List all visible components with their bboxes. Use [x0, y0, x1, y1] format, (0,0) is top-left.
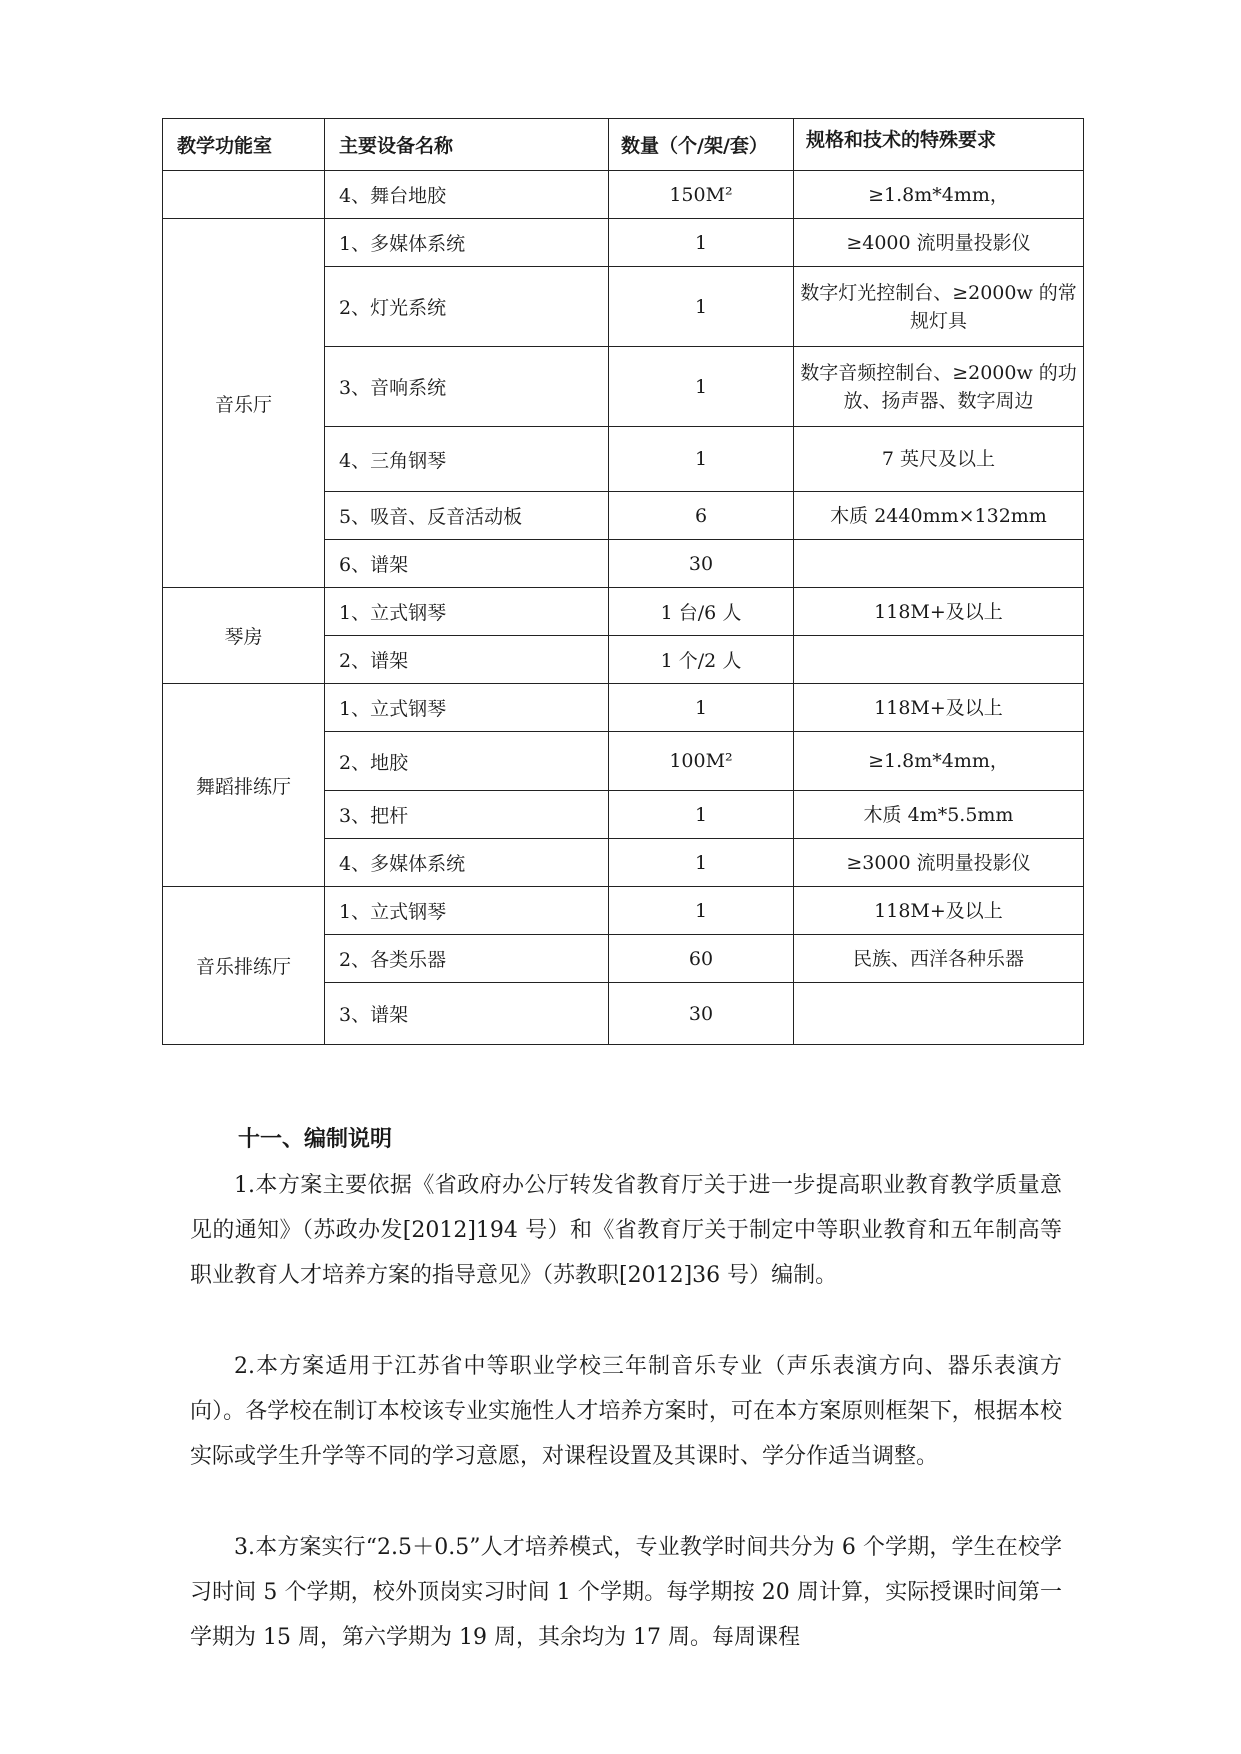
header-quantity: 数量（个/架/套） — [609, 119, 794, 171]
spec-cell: 木质 4m*5.5mm — [794, 791, 1084, 839]
spec-cell: 民族、西洋各种乐器 — [794, 935, 1084, 983]
spec-cell: 118M+及以上 — [794, 588, 1084, 636]
table-header-row — [163, 119, 1084, 171]
equipment-cell: 4、多媒体系统 — [325, 839, 609, 887]
quantity-cell: 1 — [609, 427, 794, 492]
spec-cell — [794, 983, 1084, 1045]
table-row — [163, 171, 1084, 219]
spec-cell: ≥1.8m*4mm， — [794, 171, 1084, 219]
quantity-cell: 1 — [609, 791, 794, 839]
spec-cell: ≥3000 流明量投影仪 — [794, 839, 1084, 887]
spec-cell: 7 英尺及以上 — [794, 427, 1084, 492]
quantity-cell: 1 — [609, 684, 794, 732]
header-equipment: 主要设备名称 — [325, 119, 609, 171]
spec-cell: 数字音频控制台、≥2000w 的功放、扬声器、数字周边 — [794, 347, 1084, 427]
quantity-cell: 1 — [609, 887, 794, 935]
quantity-cell: 100M² — [609, 732, 794, 791]
equipment-table — [162, 118, 1084, 1045]
quantity-cell: 1 — [609, 839, 794, 887]
quantity-cell: 30 — [609, 540, 794, 588]
section-title: 十一、编制说明 — [238, 1127, 393, 1152]
paragraph: 2.本方案适用于江苏省中等职业学校三年制音乐专业（声乐表演方向、器乐表演方向）。各学校在制订本校该专业实施性人才培养方案时，可在本方案原则框架下，根据本校实际或学生升学等不同的学习意愿，对课程设置及其课时、学分作适当调整。 — [190, 1354, 1062, 1469]
spec-cell: 木质 2440mm×132mm — [794, 492, 1084, 540]
equipment-cell: 5、吸音、反音活动板 — [325, 492, 609, 540]
quantity-cell: 30 — [609, 983, 794, 1045]
spec-cell: 数字灯光控制台、≥2000w 的常规灯具 — [794, 267, 1084, 347]
paragraph: 1.本方案主要依据《省政府办公厅转发省教育厅关于进一步提高职业教育教学质量意见的通知》（苏政办发[2012]194 号）和《省教育厅关于制定中等职业教育和五年制高等职业教育人才培养方案的指导意见》（苏教职[2012]36 号）编制。 — [190, 1173, 1062, 1288]
table-row — [163, 684, 1084, 732]
equipment-cell: 2、谱架 — [325, 636, 609, 684]
spec-cell — [794, 636, 1084, 684]
room-cell: 琴房 — [163, 588, 325, 684]
equipment-cell: 4、舞台地胶 — [325, 171, 609, 219]
room-cell: 舞蹈排练厅 — [163, 684, 325, 887]
spec-cell: ≥1.8m*4mm， — [794, 732, 1084, 791]
equipment-cell: 2、灯光系统 — [325, 267, 609, 347]
equipment-cell: 3、谱架 — [325, 983, 609, 1045]
table-row — [163, 588, 1084, 636]
equipment-cell: 1、立式钢琴 — [325, 887, 609, 935]
equipment-cell: 6、谱架 — [325, 540, 609, 588]
room-cell: 音乐厅 — [163, 219, 325, 588]
equipment-cell: 2、各类乐器 — [325, 935, 609, 983]
spec-cell: 118M+及以上 — [794, 887, 1084, 935]
paragraph: 3.本方案实行“2.5＋0.5”人才培养模式，专业教学时间共分为 6 个学期，学生在校学习时间 5 个学期，校外顶岗实习时间 1 个学期。每学期按 20 周计算，实际授课时间第一学期为 15 周，第六学期为 19 周，其余均为 17 周。每周课程 — [190, 1535, 1062, 1650]
header-spec: 规格和技术的特殊要求 — [794, 119, 1084, 171]
spec-cell — [794, 540, 1084, 588]
equipment-cell: 1、立式钢琴 — [325, 684, 609, 732]
table-row — [163, 887, 1084, 935]
quantity-cell: 150M² — [609, 171, 794, 219]
equipment-cell: 1、立式钢琴 — [325, 588, 609, 636]
equipment-cell: 3、把杆 — [325, 791, 609, 839]
quantity-cell: 6 — [609, 492, 794, 540]
quantity-cell: 1 — [609, 267, 794, 347]
header-room: 教学功能室 — [163, 119, 325, 171]
spec-cell: 118M+及以上 — [794, 684, 1084, 732]
quantity-cell: 1 — [609, 219, 794, 267]
room-cell — [163, 171, 325, 219]
equipment-cell: 3、音响系统 — [325, 347, 609, 427]
quantity-cell: 1 个/2 人 — [609, 636, 794, 684]
quantity-cell: 1 台/6 人 — [609, 588, 794, 636]
room-cell: 音乐排练厅 — [163, 887, 325, 1045]
spec-cell: ≥4000 流明量投影仪 — [794, 219, 1084, 267]
quantity-cell: 60 — [609, 935, 794, 983]
equipment-cell: 4、三角钢琴 — [325, 427, 609, 492]
equipment-cell: 2、地胶 — [325, 732, 609, 791]
quantity-cell: 1 — [609, 347, 794, 427]
equipment-cell: 1、多媒体系统 — [325, 219, 609, 267]
table-row — [163, 219, 1084, 267]
